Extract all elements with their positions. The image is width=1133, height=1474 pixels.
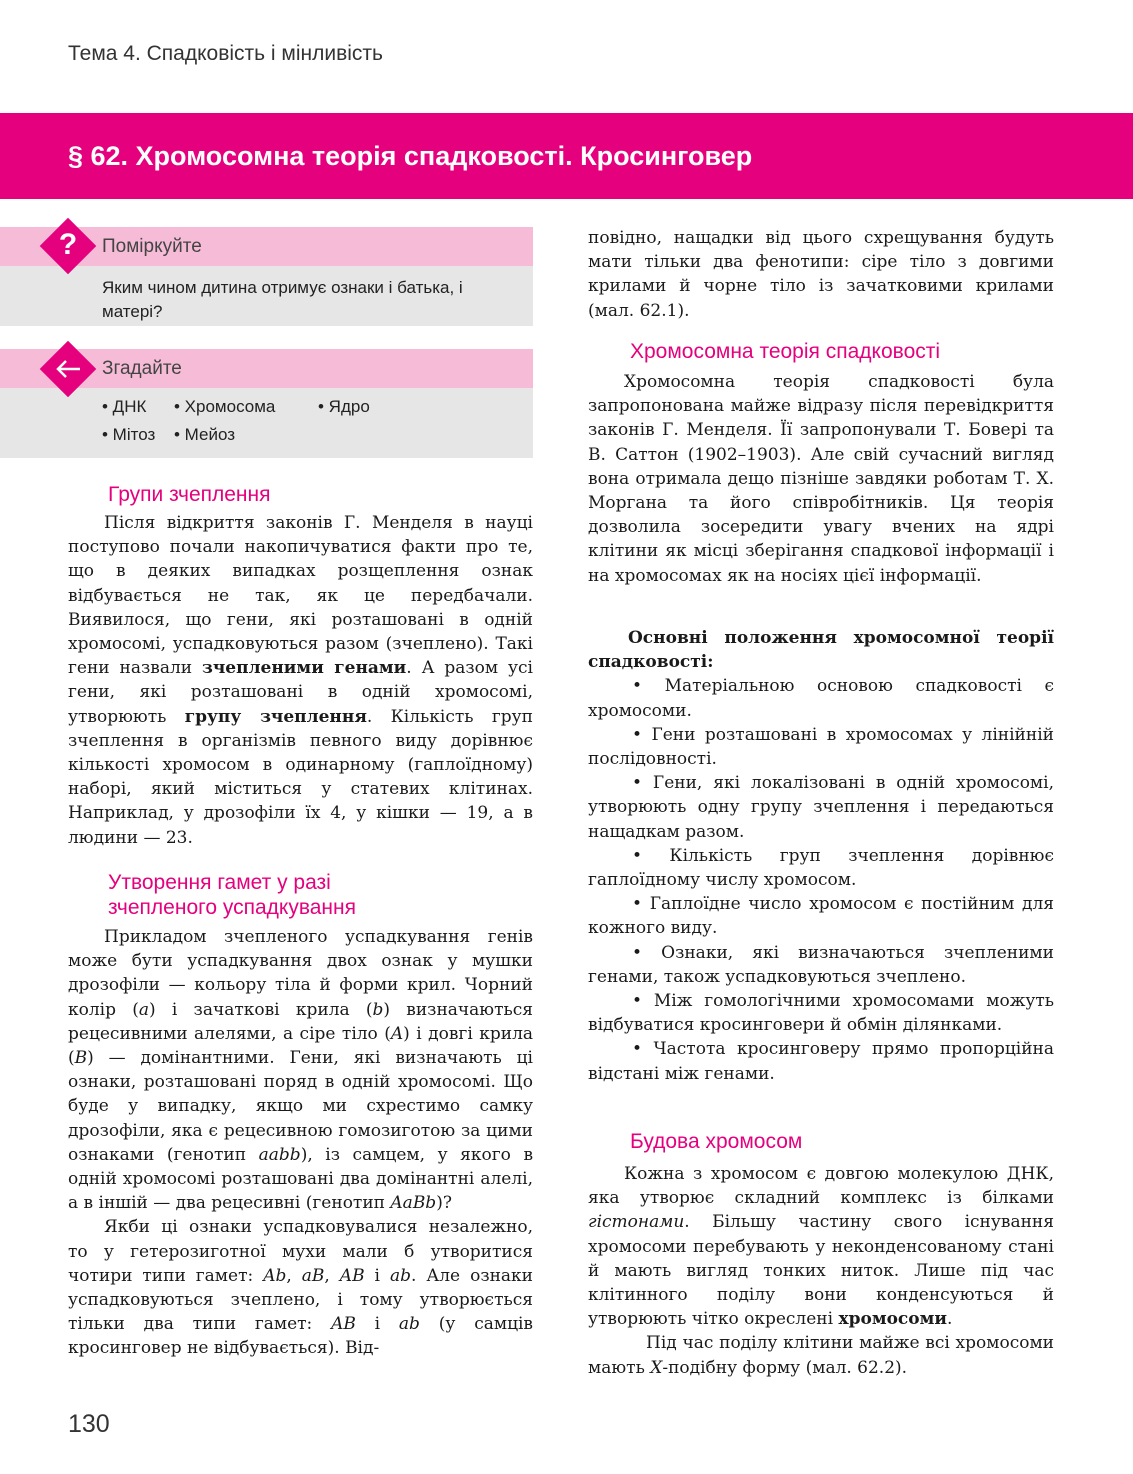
recall-term: • ДНК [102,397,147,416]
recall-term: • Хромосома [174,397,276,416]
think-box-label: Поміркуйте [102,236,202,257]
recall-term: • Мітоз [102,425,156,444]
running-head: Тема 4. Спадковість і мінливість [68,42,383,65]
tenets-title: Основні положення хромосомної теорії спадковості: [588,628,1054,673]
heading-chromosome-theory: Хромосомна теорія спадковості [630,340,941,363]
recall-box-label: Згадайте [102,358,182,379]
list-item: • Ознаки, які визначаються зчепленими генами, також успадковуються зчеплено. [588,942,1054,987]
list-item: • Частота кросинговеру прямо пропорційна відстані між генами. [588,1039,1054,1084]
list-item: • Між гомологічними хромосомами можуть відбуватися кросинговери й обмін ділянками. [588,991,1054,1036]
paragraph: Кожна з хромосом є довгою молекулою ДНК, яка утворює складний комплекс із білками гістонами. Більшу частину свого існування хромосоми перебувають у неконденсованому стані й мають вигляд тонких ниток. Лише під час клітинного поділу вони конденсуються й утворюють чітко окреслені хромосоми. [588,1164,1054,1330]
recall-box-body [0,388,533,458]
right-column-text-1 [588,226,1054,323]
recall-term: • Ядро [318,397,370,416]
heading-linkage-groups: Групи зчеплення [108,483,271,506]
paragraph: Після відкриття законів Г. Менделя в науці поступово почали накопичуватися факти про те, що в деяких випадках розщеплення ознак відбувається не так, як це передбачали. Виявилося, що гени, які розташовані в одній хромосомі, успадковуються разом (зчеплено). Такі гени назвали зчепленими генами. А разом усі гени, які розташовані в одній хромосомі, утворюють групу зчеплення. Кількість груп зчеплення в організмів певного виду дорівнює кількості хромосом в одинарному (гаплоїдному) наборі, який міститься у статевих клітинах. Наприклад, у дрозофіли їх 4, у кішки — 19, а в людини — 23. [68,513,533,848]
think-box-body [0,266,533,326]
paragraph: Прикладом зчепленого успадкування генів може бути успадкування двох ознак у мушки дрозофіли — кольору тіла й форми крил. Чорний колір (a) і зачаткові крила (b) визначаються рецесивними алелями, а сіре тіло (A) і довгі крила (B) — домінантними. Гени, які визначають ці ознаки, розташовані поряд в одній хромосомі. Що буде у випадку, якщо ми схрестимо самку дрозофіли, яка є рецесивною гомозиготою за цими ознаками (генотип aabb), із самцем, у якого в одній хромосомі розташовані два домінантні алелі, а в іншій — два рецесивні (генотип AaBb)? [68,927,534,1214]
list-item: • Матеріальною основою спадковості є хромосоми. [588,676,1054,721]
list-item: • Кількість груп зчеплення дорівнює гаплоїдному числу хромосом. [588,845,1054,891]
left-column-text-1 [68,511,533,850]
page-number: 130 [68,1410,110,1438]
paragraph: повідно, нащадки від цього схрещування будуть мати тільки два фенотипи: сіре тіло з довгими крилами й чорне тіло із зачатковими крилами (мал. 62.1). [588,228,1054,321]
question-mark-icon: ? [58,228,78,261]
recall-box [0,349,533,458]
think-box [0,227,533,326]
paragraph: Якби ці ознаки успадковувалися незалежно, то у гетерозиготної мухи мали б утворитися чотири типи гамет: Ab, aB, AB і ab. Але ознаки успадковуються зчеплено, і тому утворюється тільки два типи гамет: AB і ab (у самців кросинговер не відбувається). Від- [68,1217,534,1359]
list-item: • Гени розташовані в хромосомах у лінійній послідовності. [588,724,1054,770]
think-question: Яким чином дитина отримує ознаки і батька, і матері? [102,278,463,321]
paragraph: Під час поділу клітини майже всі хромосоми мають X-подібну форму (мал. 62.2). [588,1333,1054,1378]
recall-term: • Мейоз [174,425,236,444]
left-column-text-2 [68,925,533,1361]
heading-chromosome-structure: Будова хромосом [630,1130,803,1153]
paragraph: Хромосомна теорія спадковості була запропонована майже відразу після перевідкриття законів Г. Менделя. Її запропонували Т. Бовері та В. Саттон (1902–1903). Але свій сучасний вигляд вона отримала дещо пізніше завдяки роботам Т. Х. Моргана та його співробітників. Ця теорія дозволила зосередити увагу вчених на ядрі клітини як місці зберігання спадкової інформації і на хромосомах як на носіях цієї інформації. [588,372,1054,586]
right-column-text-3 [588,1162,1054,1380]
arrow-left-icon [52,355,84,383]
list-item: • Гени, які локалізовані в одній хромосомі, утворюють одну групу зчеплення і передаються нащадкам разом. [588,773,1054,842]
page-title: § 62. Хромосомна теорія спадковості. Кросинговер [68,141,753,171]
title-bar [0,113,1133,199]
list-item: • Гаплоїдне число хромосом є постійним для кожного виду. [588,894,1054,939]
heading-gametes: Утворення гамет у разі зчепленого успадкування [108,871,357,919]
right-column-text-2 [588,370,1054,588]
tenets-list [588,626,1054,1086]
